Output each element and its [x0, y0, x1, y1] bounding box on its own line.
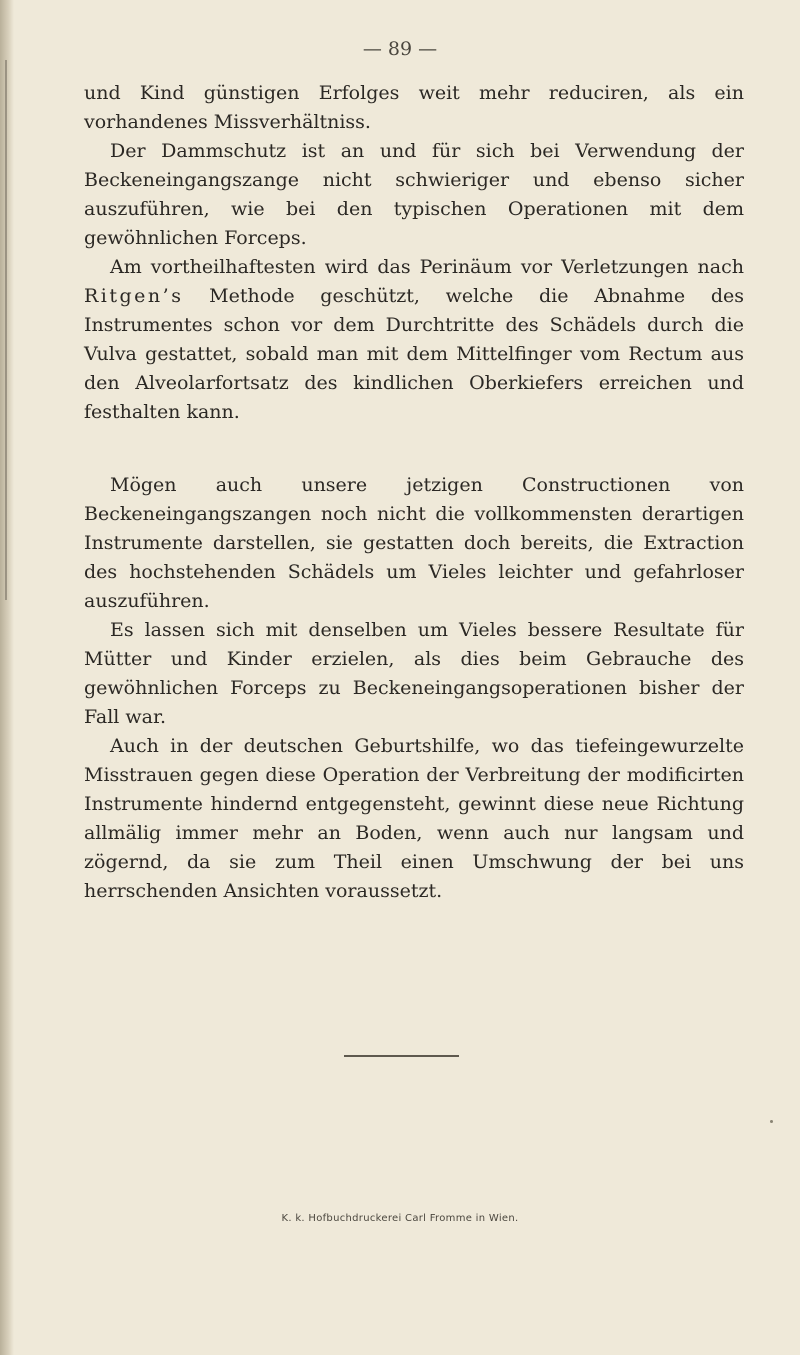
- book-spine-shadow: [0, 0, 14, 1355]
- binding-edge: [5, 60, 7, 600]
- printer-imprint: K. k. Hofbuchdruckerei Carl Fromme in Wien.: [281, 1213, 519, 1224]
- paragraph-text: Methode geschützt, welche die Abnahme des Instrumentes schon vor dem Durchtritte des Schädels durch die Vulva gestattet, sobald man mit dem Mittelfinger vom Rectum aus den Alveolarfortsatz des kindlichen Oberkiefers erreichen und festhalten kann.: [84, 285, 745, 423]
- paragraph: Mögen auch unsere jetzigen Constructionen von Beckeneingangszangen noch nicht die vollkommensten derartigen Instrumente darstellen, sie gestatten doch bereits, die Extraction des hochstehenden Schädels um Vieles leichter und gefahrloser auszuführen.: [84, 474, 744, 612]
- paragraph: [84, 253, 744, 427]
- author-name: Ritgen’s: [84, 285, 184, 307]
- paragraph: Auch in der deutschen Geburtshilfe, wo das tiefeingewurzelte Misstrauen gegen diese Operation der Verbreitung der modificirten Instrumente hindernd entgegensteht, gewinnt diese neue Richtung allmälig immer mehr an Boden, wenn auch nur langsam und zögernd, da sie zum Theil einen Umschwung der bei uns herrschenden Ansichten voraussetzt.: [84, 735, 744, 902]
- paragraph: und Kind günstigen Erfolges weit mehr reduciren, als ein vorhandenes Missverhältniss.: [84, 82, 744, 133]
- paragraph-text: Am vortheilhaftesten wird das Perinäum vor Verletzungen nach: [110, 256, 744, 278]
- end-rule: [344, 1055, 459, 1057]
- paragraph: Der Dammschutz ist an und für sich bei Verwendung der Beckeneingangszange nicht schwieriger und ebenso sicher auszuführen, wie bei den typischen Operationen mit dem gewöhnlichen Forceps.: [84, 140, 744, 249]
- body-text: [84, 79, 744, 906]
- paper-speck: [770, 1120, 773, 1123]
- page-number: — 89 —: [362, 38, 438, 60]
- paragraph: Es lassen sich mit denselben um Vieles bessere Resultate für Mütter und Kinder erzielen, als dies beim Gebrauche des gewöhnlichen Forceps zu Beckeneingangsoperationen bisher der Fall war.: [84, 619, 744, 728]
